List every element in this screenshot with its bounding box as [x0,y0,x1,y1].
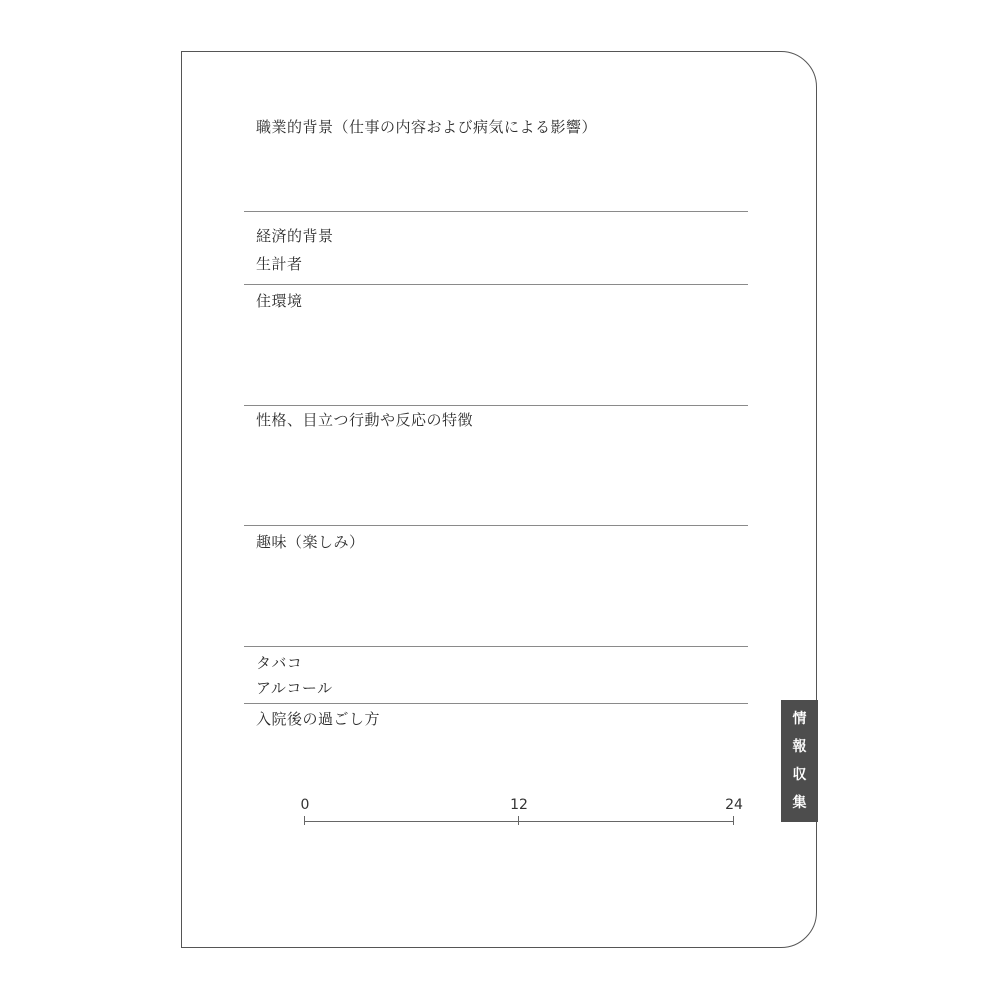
divider-line [244,525,748,526]
divider-line [244,703,748,704]
label-breadwinner: 生計者 [256,255,303,273]
label-alcohol: アルコール [256,679,333,697]
timeline-tick-0 [304,816,305,825]
divider-line [244,284,748,285]
tab-char: 情 [792,711,807,727]
label-economic-background: 経済的背景 [256,227,334,245]
tab-char: 収 [792,767,807,783]
label-personality: 性格、目立つ行動や反応の特徴 [256,411,474,429]
label-occupational-background: 職業的背景（仕事の内容および病気による影響） [256,118,598,136]
tab-char: 報 [792,739,807,755]
timeline-tick-label-24: 24 [725,797,743,813]
label-after-admission: 入院後の過ごし方 [256,710,381,728]
timeline-tick-12 [518,816,519,825]
divider-line [244,646,748,647]
form-page [181,51,817,948]
tab-char: 集 [792,795,807,811]
timeline-tick-24 [733,816,734,825]
label-housing: 住環境 [256,292,303,310]
label-hobbies: 趣味（楽しみ） [256,533,365,551]
divider-line [244,211,748,212]
timeline-axis [304,821,734,822]
section-index-tab [781,700,818,822]
divider-line [244,405,748,406]
label-tobacco: タバコ [256,654,303,672]
timeline-tick-label-0: 0 [300,797,310,813]
timeline-tick-label-12: 12 [510,797,528,813]
